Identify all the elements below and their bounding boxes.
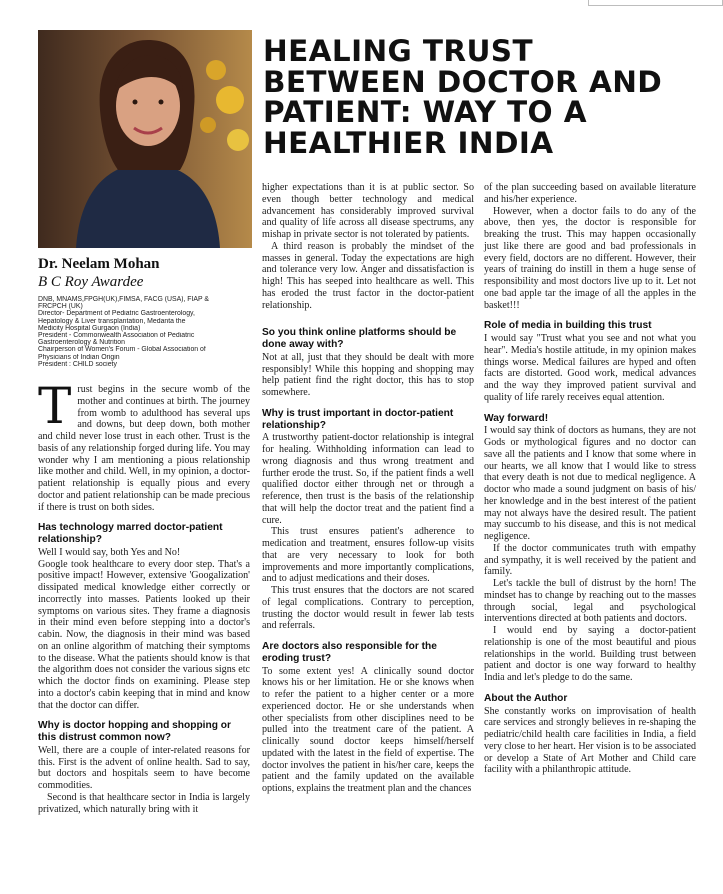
- paragraph: However, when a doctor fails to do any of the above, then yes, the doctor is responsible for breaking the trust. This may happen occasionally just like there are good and bad professionals in every field, doctors are no different. However, their years of training do instill in them a huge sense of responsibility and most doctors live up to it. Let not one bad apple tar the image of all the apples in the basket!!!: [484, 205, 696, 311]
- paragraph: To some extent yes! A clinically sound doctor knows his or her limitation. He or she knows when to refer the patient to a higher center or a more experienced doctor. He or she understands when other specialists from other disciplines need to be pulled into the treatment care of the patient. A clinically sound doctor keeps himself/herself updated with the latest in the field of expertise. The doctor involves the patient in his/her care, keeps the patient and the family updated on the available options, explains the treatment plan and the chances: [262, 665, 474, 794]
- credential-line: Chairperson of Women's Forum - Global Association of: [38, 346, 206, 354]
- paragraph: A trustworthy patient-doctor relationship is integral for healing. Withholding information can lead to wrong diagnosis and thus wrong treatment and further erode the trust. So, if the patient finds a well qualified doctor either through net or through a reference, then trust is the basis of the relationship that will help the doctor treat and the patient find a cure.: [262, 432, 474, 526]
- intro-text: rust begins in the secure womb of the mother and continues at birth. The journey from womb to adulthood has several ups and downs, but deep down, both mother and child never lose trust in each other. Trust is the basis of any relationship forged during life. You may wonder why I am mentioning a pious relationship like mother and child. Well, in my opinion, a doctor-patient relationship is equally pious and every doctor and patient relationship can be made precious if there is trust on both sides.: [38, 384, 250, 513]
- author-award: B C Roy Awardee: [38, 274, 144, 290]
- section-heading: So you think online platforms should be done away with?: [262, 327, 457, 350]
- intro-paragraph: [38, 377, 250, 513]
- credential-line: Medicity Hospital Gurgaon (India): [38, 324, 141, 332]
- paragraph: I would say think of doctors as humans, they are not Gods or mythological figures and no doctor can save all the patients and I know that some where in our hearts, we all know that I would like to stress that every death is not due to medical negligence. A doctor who made a sound judgment on basis of his/ her knowledge and in the best interest of the patient may not always have the desired result. The patient may succumb to his disease, and this is not medical negligence.: [484, 425, 696, 542]
- author-credentials: [38, 296, 253, 368]
- paragraph: of the plan succeeding based on available literature and his/her experience.: [484, 182, 696, 205]
- paragraph: Well, there are a couple of inter-related reasons for this. First is the advent of online health. Sad to say, but doctors and hospitals seem to have become commodities.: [38, 744, 250, 791]
- section-heading: Way forward!: [484, 412, 549, 424]
- paragraph: She constantly works on improvisation of health care services and strongly believes in re-shaping the pediatric/child health care facilities in India, a field very close to her heart. Her vision is to be associated or develop a State of Art Mother and Child care facility with a philanthropic attitude.: [484, 705, 696, 776]
- credential-line: Director- Department of Pediatric Gastroenterology,: [38, 310, 195, 318]
- paragraph: Second is that healthcare sector in India is largely privatized, which naturally bring with it: [38, 791, 250, 815]
- paragraph: Google took healthcare to every door step. That's a positive impact! However, extensive 'Googalization' dissipated medical knowledge either correctly or incorrectly into masses. Patients looked up their symptoms on various sites. They frame a diagnosis in their mind even before stepping into a doctor's cabin. Now, the diagnosis in their mind was based on an online algorithm of matching their symptoms to the disease. What the patients should know is that the algorithm does not consider the various signs etc which the doctor finds on examining. Please step into a doctor's cabin keeping that in mind and know that the doctor can differ.: [38, 558, 250, 711]
- paragraph: This trust ensures that the doctors are not scared of legal complications. Contrary to perception, trusting the doctor would result in fewer lab tests and referrals.: [262, 585, 474, 632]
- paragraph: I would end by saying a doctor-patient relationship is one of the most beautiful and pious relationships in the world. Building trust between patient and doctor is one way forward to healthy India and let's pledge to do the same.: [484, 625, 696, 683]
- section-heading: Role of media in building this trust: [484, 320, 652, 332]
- credential-line: FRCPCH (UK): [38, 303, 83, 311]
- section-heading: Why is doctor hopping and shopping or this distrust common now?: [38, 720, 231, 743]
- paragraph: Let's tackle the bull of distrust by the horn! The mindset has to change by reaching out to the masses through social, legal and psychological interventions directed at both patients and doctors.: [484, 578, 696, 625]
- paragraph: I would say "Trust what you see and not what you hear". Media's hostile attitude, in my opinion makes things worse. Medical failures are hyped and often facts are distorted. Good work, medical advances and the way they improved patient survival and quality of life rarely receives equal attention.: [484, 333, 696, 403]
- drop-cap: T: [38, 377, 72, 435]
- credential-line: Hepatology & Liver transplantation, Medanta the: [38, 317, 186, 325]
- section-heading: About the Author: [484, 692, 568, 704]
- credential-line: President : CHILD society: [38, 360, 117, 368]
- credential-line: Gastroenterology & Nutrition: [38, 339, 125, 347]
- author-name: Dr. Neelam Mohan: [38, 256, 160, 272]
- author-portrait-image: [38, 30, 252, 248]
- section-heading: Has technology marred doctor-patient relationship?: [38, 522, 223, 545]
- paragraph: If the doctor communicates truth with empathy and sympathy, it is well received by the patient and family.: [484, 542, 696, 578]
- article-column-3: [484, 182, 696, 776]
- paragraph: Well I would say, both Yes and No!: [38, 546, 181, 558]
- credential-line: DNB, MNAMS,FPGH(UK),FIMSA, FACG (USA), FIAP &: [38, 296, 210, 303]
- article-title: HEALING TRUST BETWEEN DOCTOR AND PATIENT: WAY TO A HEALTHIER INDIA: [263, 34, 663, 160]
- page-tab-frame: [588, 0, 723, 6]
- paragraph: Not at all, just that they should be dealt with more responsibly! While this hopping and shopping may help patient find the right doctor, this has to stop somewhere.: [262, 351, 474, 398]
- section-heading: Why is trust important in doctor-patient relationship?: [262, 407, 454, 431]
- article-column-1: [38, 377, 250, 815]
- section-heading: Are doctors also responsible for the eroding trust?: [262, 641, 437, 664]
- paragraph: This trust ensures patient's adherence to medication and treatment, ensures follow-up visits that are very necessary to look for both improvements and more importantly complications, and to adjust medications and their doses.: [262, 526, 474, 585]
- credential-line: President - Commonwealth Association of Pediatric: [38, 332, 195, 340]
- article-column-2: [262, 182, 474, 795]
- author-photo: [38, 30, 252, 248]
- credential-line: Physicians of Indian Origin: [38, 353, 120, 361]
- paragraph: A third reason is probably the mindset of the masses in general. Today the expectations are high and tolerance very low. Anger and dissatisfaction is high! This has seeped into healthcare as well. This has eroded the trust factor in the doctor-patient relationship.: [262, 240, 474, 311]
- paragraph: higher expectations than it is at public sector. So even though better technology and medical advancement has considerably improved survival and quality of life across all disease spectrums, any mishap in private sector is not tolerated by patients.: [262, 182, 474, 240]
